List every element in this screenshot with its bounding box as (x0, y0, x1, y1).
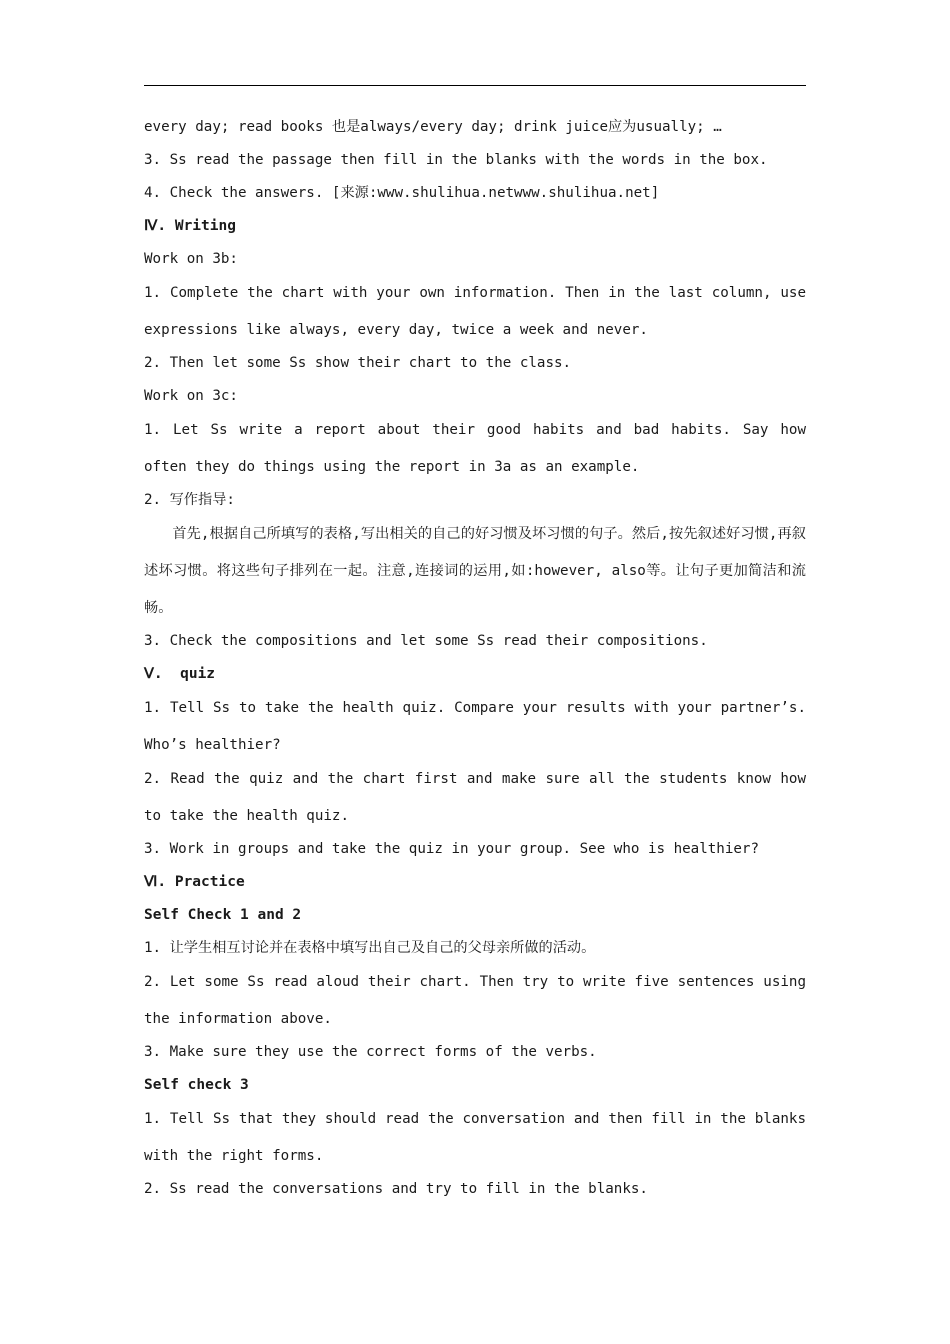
text-line: 2. Ss read the conversations and try to fill in the blanks. (144, 1181, 648, 1197)
section-heading-practice: Ⅵ. Practice (144, 874, 245, 890)
text-line: Work on 3c: (144, 388, 238, 404)
paragraph: 1. Tell Ss that they should read the conversation and then fill in the blanks with the right forms. (144, 1111, 806, 1164)
paragraph: 2. Let some Ss read aloud their chart. Then try to write five sentences using the information above. (144, 974, 806, 1027)
text-line: Work on 3b: (144, 251, 238, 267)
paragraph: 2. Read the quiz and the chart first and make sure all the students know how to take the health quiz. (144, 771, 806, 824)
subheading-self-check-3: Self check 3 (144, 1077, 249, 1093)
text-line: every day; read books 也是always/every day; drink juice应为usually; … (144, 119, 722, 135)
text-line: 2. 写作指导: (144, 492, 235, 508)
paragraph-chinese: 首先,根据自己所填写的表格,写出相关的自己的好习惯及坏习惯的句子。然后,按先叙述好习惯,再叙述坏习惯。将这些句子排列在一起。注意,连接词的运用,如:however, also等。让句子更加简洁和流畅。 (144, 526, 806, 616)
subheading-self-check-1-2: Self Check 1 and 2 (144, 907, 302, 923)
section-heading-quiz: Ⅴ. quiz (144, 666, 216, 682)
text-line: 3. Check the compositions and let some Ss read their compositions. (144, 633, 708, 649)
paragraph: 1. Complete the chart with your own information. Then in the last column, use expressions like always, every day, twice a week and never. (144, 285, 806, 338)
text-line: 3. Work in groups and take the quiz in your group. See who is healthier? (144, 841, 759, 857)
text-line: 2. Then let some Ss show their chart to the class. (144, 355, 572, 371)
text-line: 3. Make sure they use the correct forms of the verbs. (144, 1044, 597, 1060)
text-line: 3. Ss read the passage then fill in the blanks with the words in the box. (144, 152, 768, 168)
header-rule (144, 85, 806, 86)
text-line: 4. Check the answers. [来源:www.shulihua.netwww.shulihua.net] (144, 185, 660, 201)
paragraph: 1. Tell Ss to take the health quiz. Compare your results with your partner’s. Who’s healthier? (144, 700, 806, 753)
text-line: 1. 让学生相互讨论并在表格中填写出自己及自己的父母亲所做的活动。 (144, 940, 596, 956)
section-heading-writing: Ⅳ. Writing (144, 218, 236, 234)
paragraph: 1. Let Ss write a report about their good habits and bad habits. Say how often they do things using the report in 3a as an example. (144, 422, 806, 475)
document-body (144, 118, 806, 1198)
